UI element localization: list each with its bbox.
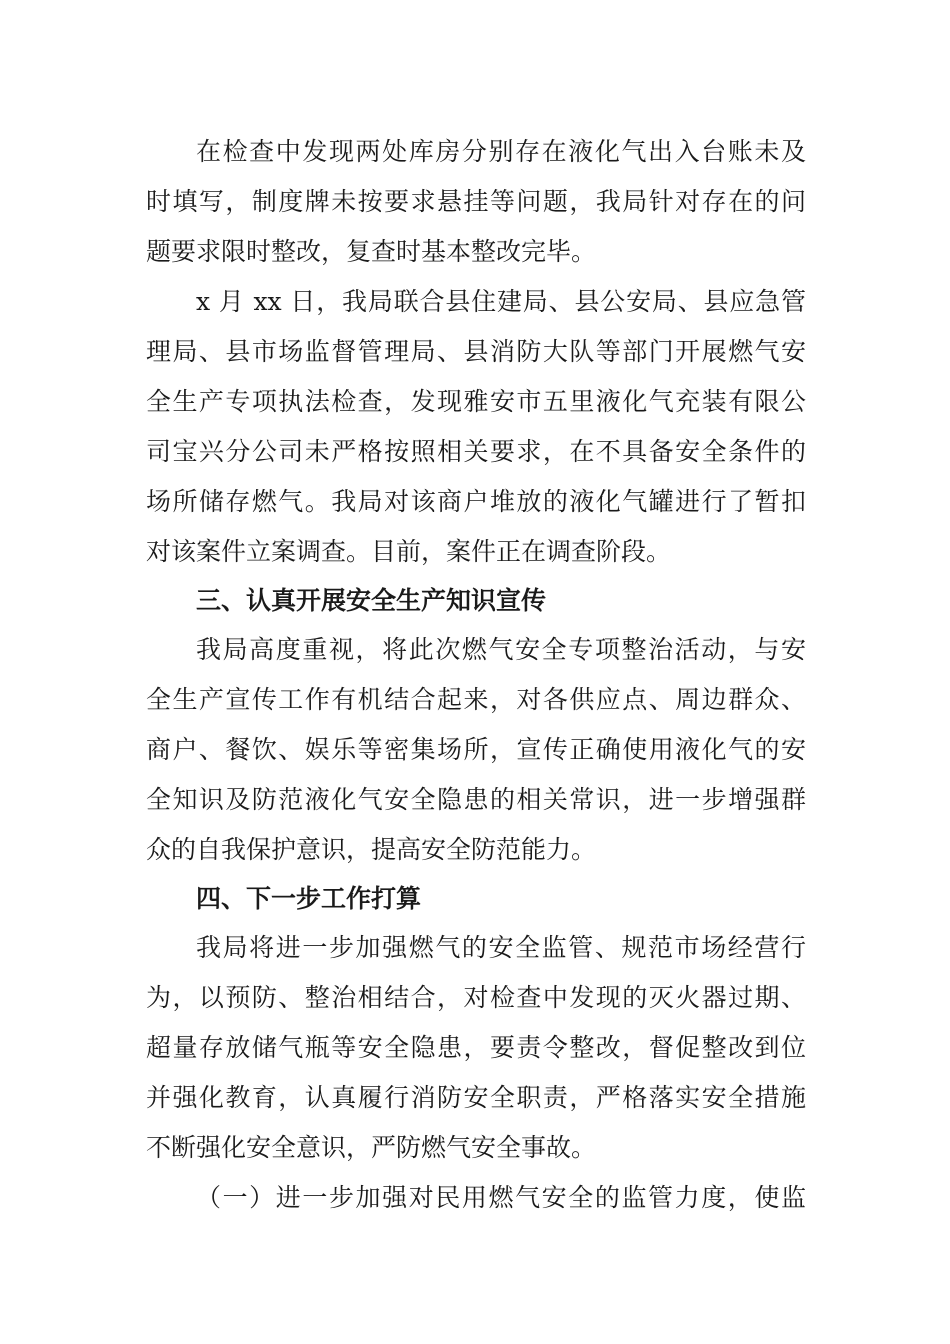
paragraph-line: 全生产宣传工作有机结合起来，对各供应点、周边群众、: [146, 685, 806, 714]
paragraph-line: x 月 xx 日，我局联合县住建局、县公安局、县应急管: [196, 287, 806, 316]
section-heading-4: 四、下一步工作打算: [196, 884, 422, 913]
paragraph-line: 全知识及防范液化气安全隐患的相关常识，进一步增强群: [146, 785, 806, 814]
paragraph-line: 全生产专项执法检查，发现雅安市五里液化气充装有限公: [146, 387, 806, 416]
paragraph-line: 司宝兴分公司未严格按照相关要求，在不具备安全条件的: [146, 437, 806, 466]
paragraph-line: 我局将进一步加强燃气的安全监管、规范市场经营行: [196, 933, 806, 962]
paragraph-line: 时填写，制度牌未按要求悬挂等问题，我局针对存在的问: [146, 187, 806, 216]
paragraph-line: 对该案件立案调查。目前，案件正在调查阶段。: [146, 537, 672, 566]
paragraph-line: 并强化教育，认真履行消防安全职责，严格落实安全措施: [146, 1083, 806, 1112]
paragraph-line: 商户、餐饮、娱乐等密集场所，宣传正确使用液化气的安: [146, 735, 806, 764]
paragraph-line: 场所储存燃气。我局对该商户堆放的液化气罐进行了暂扣: [146, 487, 806, 516]
paragraph-line: 题要求限时整改，复查时基本整改完毕。: [146, 237, 597, 266]
paragraph-line: （一）进一步加强对民用燃气安全的监管力度，使监: [196, 1183, 806, 1212]
paragraph-line: 在检查中发现两处库房分别存在液化气出入台账未及: [196, 137, 806, 166]
section-heading-3: 三、认真开展安全生产知识宣传: [196, 586, 547, 615]
paragraph-line: 理局、县市场监督管理局、县消防大队等部门开展燃气安: [146, 337, 806, 366]
paragraph-line: 为，以预防、整治相结合，对检查中发现的灭火器过期、: [146, 983, 806, 1012]
paragraph-line: 超量存放储气瓶等安全隐患，要责令整改，督促整改到位: [146, 1033, 806, 1062]
paragraph-line: 我局高度重视，将此次燃气安全专项整治活动，与安: [196, 635, 806, 664]
paragraph-line: 众的自我保护意识，提高安全防范能力。: [146, 835, 597, 864]
paragraph-line: 不断强化安全意识，严防燃气安全事故。: [146, 1133, 597, 1162]
